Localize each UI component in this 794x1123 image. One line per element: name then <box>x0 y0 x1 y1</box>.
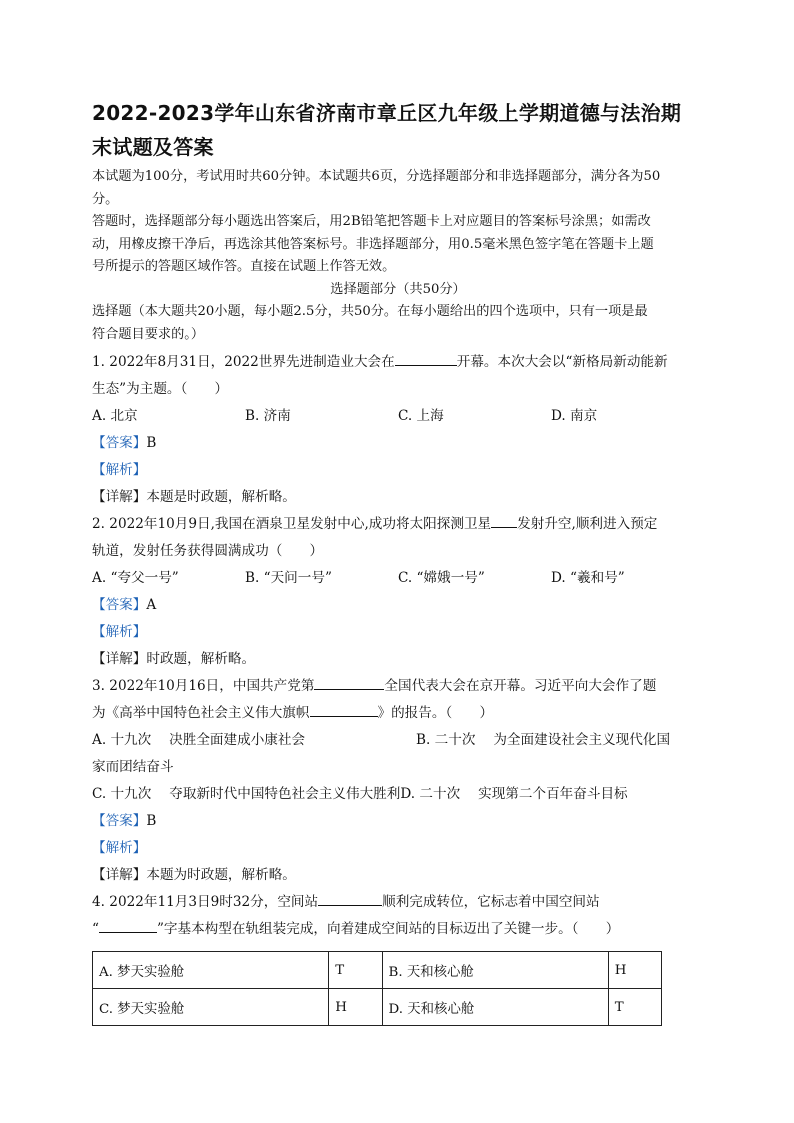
option-row <box>92 403 704 430</box>
exam-title <box>92 96 704 164</box>
option-c: C. 上海 <box>398 408 444 424</box>
analysis-line: 【解析】 <box>92 624 147 640</box>
table-cell: H <box>329 989 382 1026</box>
intro-line: 号所提示的答题区域作答。直接在试题上作答无效。 <box>92 259 396 274</box>
option-b: B. 二十次 为全面建设社会主义现代化国 <box>416 732 671 748</box>
option-b: B. 济南 <box>245 408 291 424</box>
title-line-1: 2022-2023学年山东省济南市章丘区九年级上学期道德与法治期 <box>92 101 682 125</box>
question-stem: 2. 2022年10月9日,我国在酒泉卫星发射中心,成功将太阳探测卫星 发射升空,顺利进入预定 <box>92 511 704 538</box>
answer-blank <box>310 702 378 717</box>
intro-line: 答题时，选择题部分每小题选出答案后，用2B铅笔把答题卡上对应题目的答案标号涂黑；如需改 <box>92 214 651 229</box>
options-table <box>92 951 662 1026</box>
question-3 <box>92 673 704 889</box>
detail-line: 【详解】本题为时政题，解析略。 <box>92 867 296 883</box>
question-stem-cont: 生态”为主题。（ ） <box>92 381 229 397</box>
answer-blank <box>318 891 382 906</box>
analysis-line: 【解析】 <box>92 840 147 856</box>
question-stem-cont: 轨道，发射任务获得圆满成功（ ） <box>92 543 324 559</box>
option-d: D. “羲和号” <box>551 570 625 586</box>
intro-line: 本试题为100分，考试用时共60分钟。本试题共6页，分选择题部分和非选择题部分，满分各为50 <box>92 169 661 184</box>
intro-line: 分。 <box>92 191 119 207</box>
question-stem: 1. 2022年8月31日，2022世界先进制造业大会在 开幕。本次大会以“新格局新动能新 <box>92 349 704 376</box>
option-row-cd: C. 十九次 夺取新时代中国特色社会主义伟大胜利D. 二十次 实现第二个百年奋斗目标 <box>92 786 628 802</box>
exam-intro <box>92 166 704 346</box>
answer-value: A <box>146 597 157 613</box>
table-cell: T <box>329 952 382 989</box>
option-b-cont: 家而团结奋斗 <box>92 759 174 775</box>
answer-blank <box>395 351 457 366</box>
table-cell: B. 天和核心舱 <box>382 952 608 989</box>
answer-blank <box>314 675 384 690</box>
question-4 <box>92 889 704 1026</box>
intro-line: 动，用橡皮擦干净后，再选涂其他答案标号。非选择题部分，用0.5毫米黑色签字笔在答题卡上题 <box>92 236 654 252</box>
option-a: A. 十九次 决胜全面建成小康社会 <box>92 732 306 748</box>
question-stem-cont: 为《高举中国特色社会主义伟大旗帜 》的报告。（ ） <box>92 700 704 727</box>
option-d: D. 南京 <box>551 408 598 424</box>
option-row <box>92 727 704 754</box>
table-cell: D. 天和核心舱 <box>382 989 608 1026</box>
answer-blank <box>99 918 157 933</box>
title-line-2: 末试题及答案 <box>92 135 214 159</box>
answer-line: 【答案】B <box>92 435 157 451</box>
option-row <box>92 565 704 592</box>
section-desc-line: 选择题（本大题共20小题，每小题2.5分，共50分。在每小题给出的四个选项中，只有一项是最 <box>92 304 648 319</box>
analysis-line: 【解析】 <box>92 462 147 478</box>
option-a: A. 北京 <box>92 408 138 424</box>
option-a: A. “夸父一号” <box>92 570 179 586</box>
table-cell: A. 梦天实验舱 <box>93 952 329 989</box>
detail-line: 【详解】本题是时政题，解析略。 <box>92 489 296 505</box>
table-cell: H <box>608 952 661 989</box>
section-desc-line: 符合题目要求的。） <box>92 326 205 342</box>
option-c: C. “嫦娥一号” <box>398 570 485 586</box>
exam-page <box>92 96 704 1026</box>
detail-line: 【详解】时政题，解析略。 <box>92 651 256 667</box>
option-b: B. “天问一号” <box>245 570 332 586</box>
answer-value: B <box>146 813 157 829</box>
answer-line: 【答案】A <box>92 597 157 613</box>
table-row <box>93 989 662 1026</box>
question-1 <box>92 349 704 511</box>
table-row <box>93 952 662 989</box>
answer-blank <box>491 513 517 528</box>
table-cell: T <box>608 989 661 1026</box>
question-2 <box>92 511 704 673</box>
question-stem: 4. 2022年11月3日9时32分，空间站 顺利完成转位，它标志着中国空间站 <box>92 889 704 916</box>
answer-line: 【答案】B <box>92 813 157 829</box>
question-stem-cont: “ ”字基本构型在轨组装完成，向着建成空间站的目标迈出了关键一步。（ ） <box>92 916 704 943</box>
question-stem: 3. 2022年10月16日，中国共产党第 全国代表大会在京开幕。习近平向大会作了题 <box>92 673 704 700</box>
table-cell: C. 梦天实验舱 <box>93 989 329 1026</box>
answer-value: B <box>146 435 157 451</box>
section-title: 选择题部分（共50分） <box>330 281 466 297</box>
